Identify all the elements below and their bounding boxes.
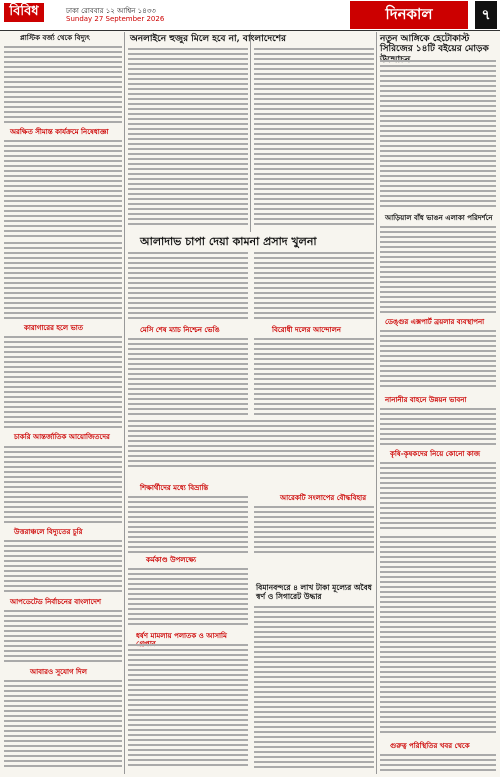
article-body [254,338,374,418]
article-body [4,680,122,770]
article-body [380,226,496,316]
article-body [254,606,374,771]
headline: বিমানবন্দরে ৪ লাখ টাকা মূল্যের অবৈধ স্বর্ণ ও সিগারেট উদ্ধার [256,583,372,601]
article-body [380,408,496,446]
article-body [4,540,122,595]
article-body [128,48,248,228]
article-body [4,242,122,322]
article-body [128,420,374,470]
headline: আড়িয়াল বাঁধ ভাঙন এলাকা পরিদর্শনে [385,213,493,222]
article-body [4,610,122,665]
date-english: Sunday 27 September 2026 [66,15,165,23]
article-body [128,252,248,322]
headline: কর্মকাণ্ড উপলক্ষ্যে [146,555,197,564]
article-body [380,60,496,210]
article-body [254,506,374,554]
article-body [4,140,122,240]
headline: নতুন আঙ্গিকে হেটোকাস্ট সিরিজের ১৪টি বইয়ের মোড়ক [380,34,489,55]
headline: চাকরি আন্তর্জাতিক আয়োজিতদের [14,432,110,441]
headline: মেসি শেষ ম্যাচ নিশ্চেন ভেঙি [140,325,220,334]
article-body [380,536,496,736]
headline: গুরুত্ব পরিস্থিতির খবর থেকে [390,741,470,750]
column-rule [250,32,251,232]
logo-text: দিনকাল [385,4,433,23]
page-number: ৭ [475,1,497,29]
headline: কারাগারের হলে ভাত [24,323,84,332]
headline: শিক্ষার্থীদের মধ্যে বিভ্রান্তি [140,483,209,492]
column-rule [124,32,125,774]
headline: আরেকটি সংলাপের বৌদ্ধবিহার [280,493,367,502]
headline: প্লাস্টিক বর্জ্য থেকে বিদ্যুৎ [20,33,90,42]
article-body [4,446,122,526]
headline: বিরোধী দলের আন্দোলন [272,325,341,334]
headline: ধর্ষণ মামলায় পলাতক ও আসামি [136,631,227,640]
article-body [128,644,248,772]
article-body [380,462,496,532]
column-rule [376,32,377,774]
article-body [4,46,122,126]
article-body [380,754,496,774]
headline: নানানীর বাহনে উন্নয়ন ভাবনা [385,395,467,404]
article-body [128,496,248,554]
headline: ডেঙ্গুর এক্সপার্ট ব্রয়লার ব্যবস্থাপনা [385,317,485,326]
article-body [4,336,122,431]
headline: অনলাইনে হুজুর মিলে হবে না, বাংলাদেশের [130,34,286,44]
headline: অরক্ষিত সীমান্ত কার্যক্রমে নিষেধাজ্ঞা [10,127,109,136]
article-body [254,252,374,322]
headline: কৃষি-কৃষকদের নিয়ে কোনো কাজ [390,449,481,458]
newspaper-logo [350,1,468,29]
article-body [128,568,248,628]
headline: আলাদাভ চাপা দেয়া কামনা প্রসাদ খুলনা [140,235,317,248]
headline: আপডেটেড নির্বাচনের বাংলাদেশ [10,597,102,606]
article-body [254,48,374,228]
section-tab: বিবিধ [4,3,44,22]
article-body [380,330,496,390]
headline: আবারও সুযোগ দিল [30,667,87,676]
date-bengali: ঢাকা রোববার ১২ আশ্বিন ১৪৩৩ [66,7,156,15]
article-body [128,338,248,418]
headline: উত্তরাঞ্চলে বিদ্যুতের চুরি [14,527,83,536]
